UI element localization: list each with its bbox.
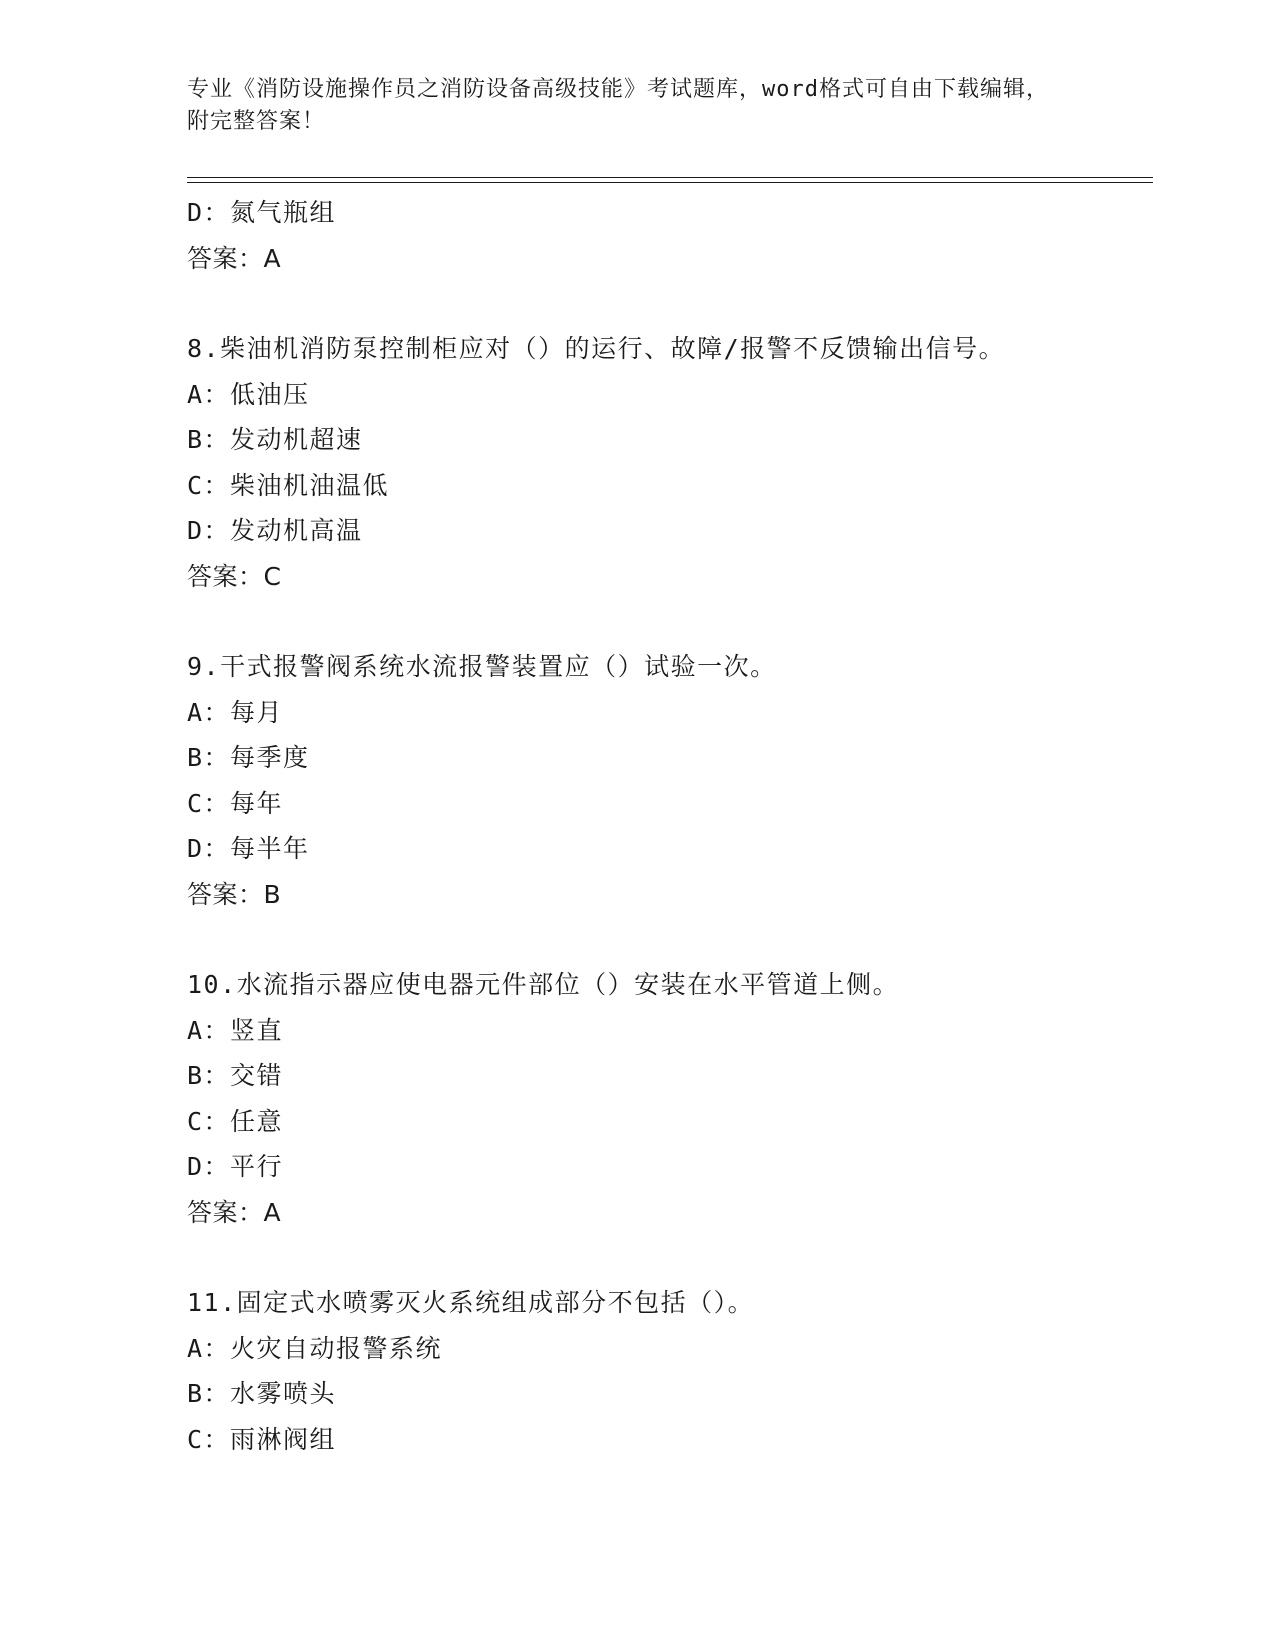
- answer: 答案：B: [187, 879, 282, 909]
- question-stem: 9.干式报警阀系统水流报警装置应（）试验一次。: [187, 652, 777, 681]
- option-d: D：每半年: [187, 834, 310, 863]
- answer: 答案：C: [187, 561, 282, 591]
- question-stem: 8.柴油机消防泵控制柜应对（）的运行、故障/报警不反馈输出信号。: [187, 334, 1006, 363]
- document-header: 专业《消防设施操作员之消防设备高级技能》考试题库，word格式可自由下载编辑，附完整答案！: [187, 77, 1049, 134]
- question-stem: 10.水流指示器应使电器元件部位（）安装在水平管道上侧。: [187, 970, 900, 999]
- option-d: D：氮气瓶组: [187, 198, 337, 227]
- option-b: B：发动机超速: [187, 425, 363, 454]
- answer: 答案：A: [187, 1197, 282, 1227]
- option-a: A：每月: [187, 697, 284, 727]
- option-c: C：任意: [187, 1106, 284, 1136]
- option-a: A：竖直: [187, 1015, 284, 1045]
- option-c: C：雨淋阀组: [187, 1424, 337, 1454]
- option-c: C：每年: [187, 788, 284, 818]
- header-rule-top: [187, 177, 1153, 178]
- option-a: A：火灾自动报警系统: [187, 1333, 443, 1363]
- question-8: [187, 326, 1147, 599]
- option-b: B：每季度: [187, 743, 310, 772]
- option-d: D：发动机高温: [187, 516, 363, 545]
- answer: 答案：A: [187, 243, 282, 273]
- header-rule-bottom: [187, 182, 1153, 183]
- option-b: B：水雾喷头: [187, 1379, 337, 1408]
- question-9: [187, 644, 1147, 917]
- question-stem: 11.固定式水喷雾灭火系统组成部分不包括（）。: [187, 1288, 755, 1317]
- option-b: B：交错: [187, 1061, 284, 1090]
- question-list: [187, 190, 1147, 1462]
- option-c: C：柴油机油温低: [187, 470, 390, 500]
- question-10: [187, 962, 1147, 1235]
- option-a: A：低油压: [187, 379, 310, 409]
- option-d: D：平行: [187, 1152, 284, 1181]
- question-11: [187, 1280, 1147, 1462]
